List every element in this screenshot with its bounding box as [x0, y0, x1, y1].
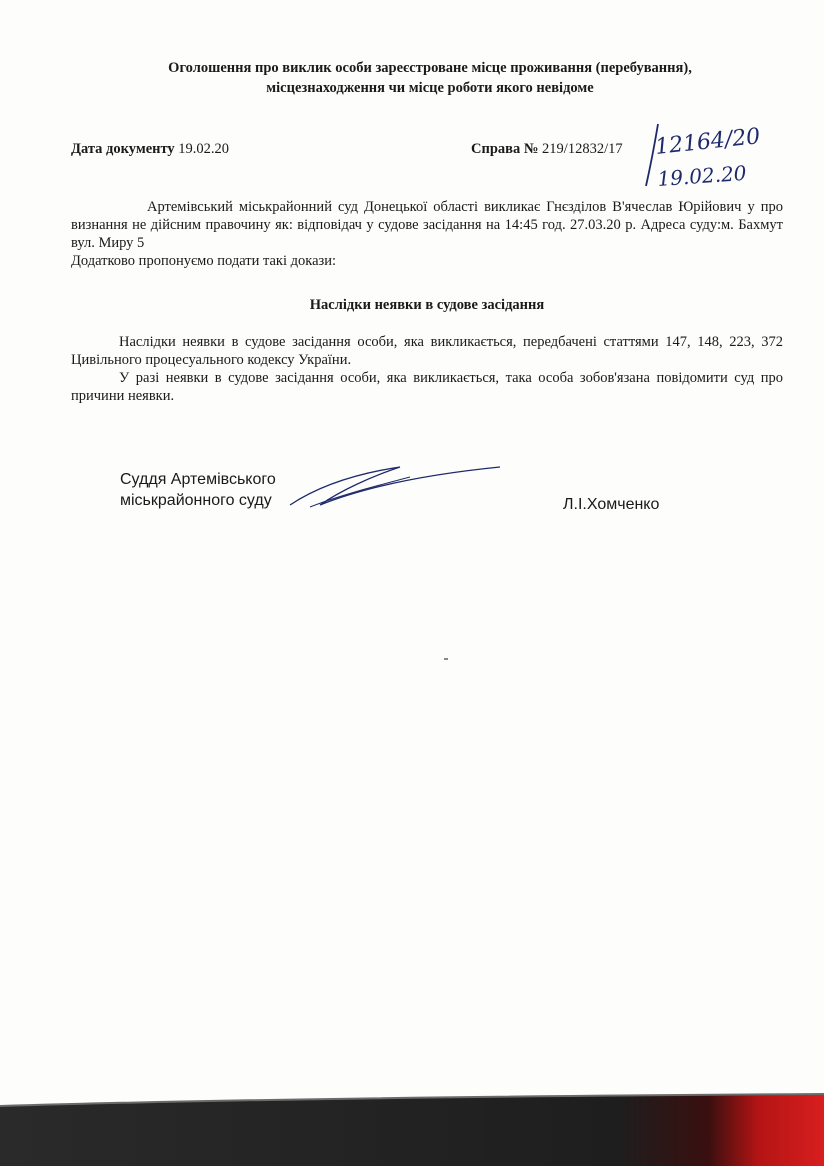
summons-text [71, 198, 783, 270]
judge-title-line-2: міськрайонного суду [120, 492, 272, 509]
handwritten-signature [280, 455, 520, 525]
scan-speck [444, 658, 448, 660]
document-title [100, 58, 760, 98]
handwritten-number: 12164/20 [654, 124, 762, 160]
consequences-heading: Наслідки неявки в судове засідання [309, 297, 545, 313]
consequences-paragraph-2: У разі неявки в судове засідання особи, яка викликається, така особа зобов'язана повідомити суд про причини неявки. [71, 370, 783, 404]
document-title-line-2: місцезнаходження чи місце роботи якого невідоме [266, 80, 594, 96]
consequences-paragraph-1: Наслідки неявки в судове засідання особи, яка викликається, передбачені статтями 147, 148, 223, 372 Цивільного процесуального кодексу України. [71, 334, 783, 368]
judge-name: Л.І.Хомченко [563, 496, 660, 513]
document-date-value: 19.02.20 [178, 141, 230, 157]
document-date [71, 141, 229, 158]
case-number-value: 219/12832/17 [542, 141, 623, 157]
handwritten-date: 19.02.20 [656, 160, 748, 191]
judge-title [120, 469, 276, 511]
summons-paragraph: Артемівський міськрайонний суд Донецької області викликає Гнєзділов В'ячеслав Юрійович у про визнання не дійсним правочину як: відповідач у судове засідання на 14:45 год. 27.03.20 р. Адреса суду:м. Бахмут вул. Миру 5 [71, 199, 783, 251]
document-date-label: Дата документу [71, 141, 175, 157]
case-number-label: Справа № [471, 141, 539, 157]
evidence-paragraph: Додатково пропонуємо подати такі докази: [71, 253, 337, 269]
case-number [471, 141, 623, 158]
handwritten-registration [640, 118, 780, 198]
scan-bottom-edge [0, 1086, 824, 1166]
document-title-line-1: Оголошення про виклик особи зареєстроване місце проживання (перебування), [168, 60, 692, 76]
judge-title-line-1: Суддя Артемівського [120, 471, 276, 488]
consequences-text [71, 333, 783, 405]
